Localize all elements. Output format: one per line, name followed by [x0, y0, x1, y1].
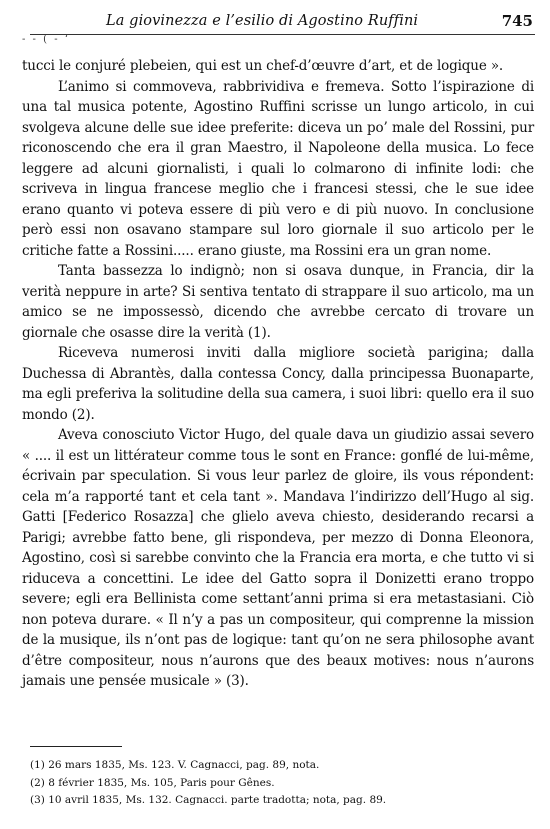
- footnote-2: (2) 8 février 1835, Ms. 105, Paris pour Gênes.: [30, 776, 275, 789]
- footnote-3: (3) 10 avril 1835, Ms. 132. Cagnacci. parte tradotta; nota, pag. 89.: [30, 794, 387, 806]
- footnotes: [30, 757, 535, 810]
- footnote-rule: [30, 746, 122, 747]
- paragraph-5: Aveva conosciuto Victor Hugo, del quale dava un giudizio assai severo « .... il est un littérateur comme tous le sont en France: gonflé de lui-même, écrivain par speculation. Si vous leur parlez de gloire, ils vous répondent: cela m’a rapporté tant et cela tant ». Mandava l’indirizzo dell’Hugo al sig. Gatti [Federico Rosazza] che glielo aveva chiesto, desiderando recarsi a Parigi; avrebbe fatto bene, gli rispondeva, per mezzo di Donna Eleonora, Agostino, così si sarebbe convinto che la Francia era morta, e che tutto vi si riduceva a concettini. Le idee del Gatto sopra il Donizetti erano troppo severe; egli era Bellinista come settant’anni prima si era metastasiani. Ciò non poteva durare. « Il n’y a pas un compositeur, qui comprenne la mission de la musique, ils n’ont pas de logique: tant qu’on ne sera philosophe avant d’être compositeur, nous n’aurons que des beaux motives: nous n’aurons jamais une pensée musicale » (3).: [22, 427, 534, 689]
- page-number: 745: [501, 12, 533, 30]
- running-title: La giovinezza e l’esilio di Agostino Ruffini: [106, 13, 419, 29]
- footnote-1: (1) 26 mars 1835, Ms. 123. V. Cagnacci, pag. 89, nota.: [30, 759, 320, 771]
- paragraph-3: Tanta bassezza lo indignò; non si osava dunque, in Francia, dir la verità neppure in arte? Si sentiva tentato di strappare il suo articolo, ma un amico se ne impossessò, dicendo che avrebbe cercato di trovare un giornale che osasse dire la verità (1).: [22, 263, 534, 341]
- paragraph-2: L’animo si commoveva, rabbrividiva e fremeva. Sotto l’ispirazione di una tal musica potente, Agostino Ruffini scrisse un lungo articolo, in cui svolgeva alcune delle sue idee preferite: diceva un po’ male del Rossini, pur riconoscendo che era il gran Maestro, il Napoleone della musica. Lo fece leggere ad alcuni giornalisti, i quali lo colmarono di infinite lodi: che scriveva in lingua francese meglio che i francesi stessi, che le sue idee erano quanto vi poteva essere di più vero e di più nuovo. In conclusione però essi non osavano stampare sul loro giornale il suo articolo per le critiche fatte a Rossini..... erano giuste, ma Rossini era un gran nome.: [22, 78, 534, 259]
- margin-mark: - - ( - ‘: [22, 34, 70, 45]
- paragraph-4: Riceveva numerosi inviti dalla migliore società parigina; dalla Duchessa di Abrantès, dalla contessa Concy, dalla principessa Buonaparte, ma egli preferiva la solitudine della sua camera, i suoi libri: quello era il suo mondo (2).: [22, 345, 534, 423]
- body-text: [22, 56, 534, 692]
- paragraph-1: tucci le conjuré plebeien, qui est un chef-d’œuvre d’art, et de logique ».: [22, 58, 504, 74]
- running-head: [30, 10, 535, 35]
